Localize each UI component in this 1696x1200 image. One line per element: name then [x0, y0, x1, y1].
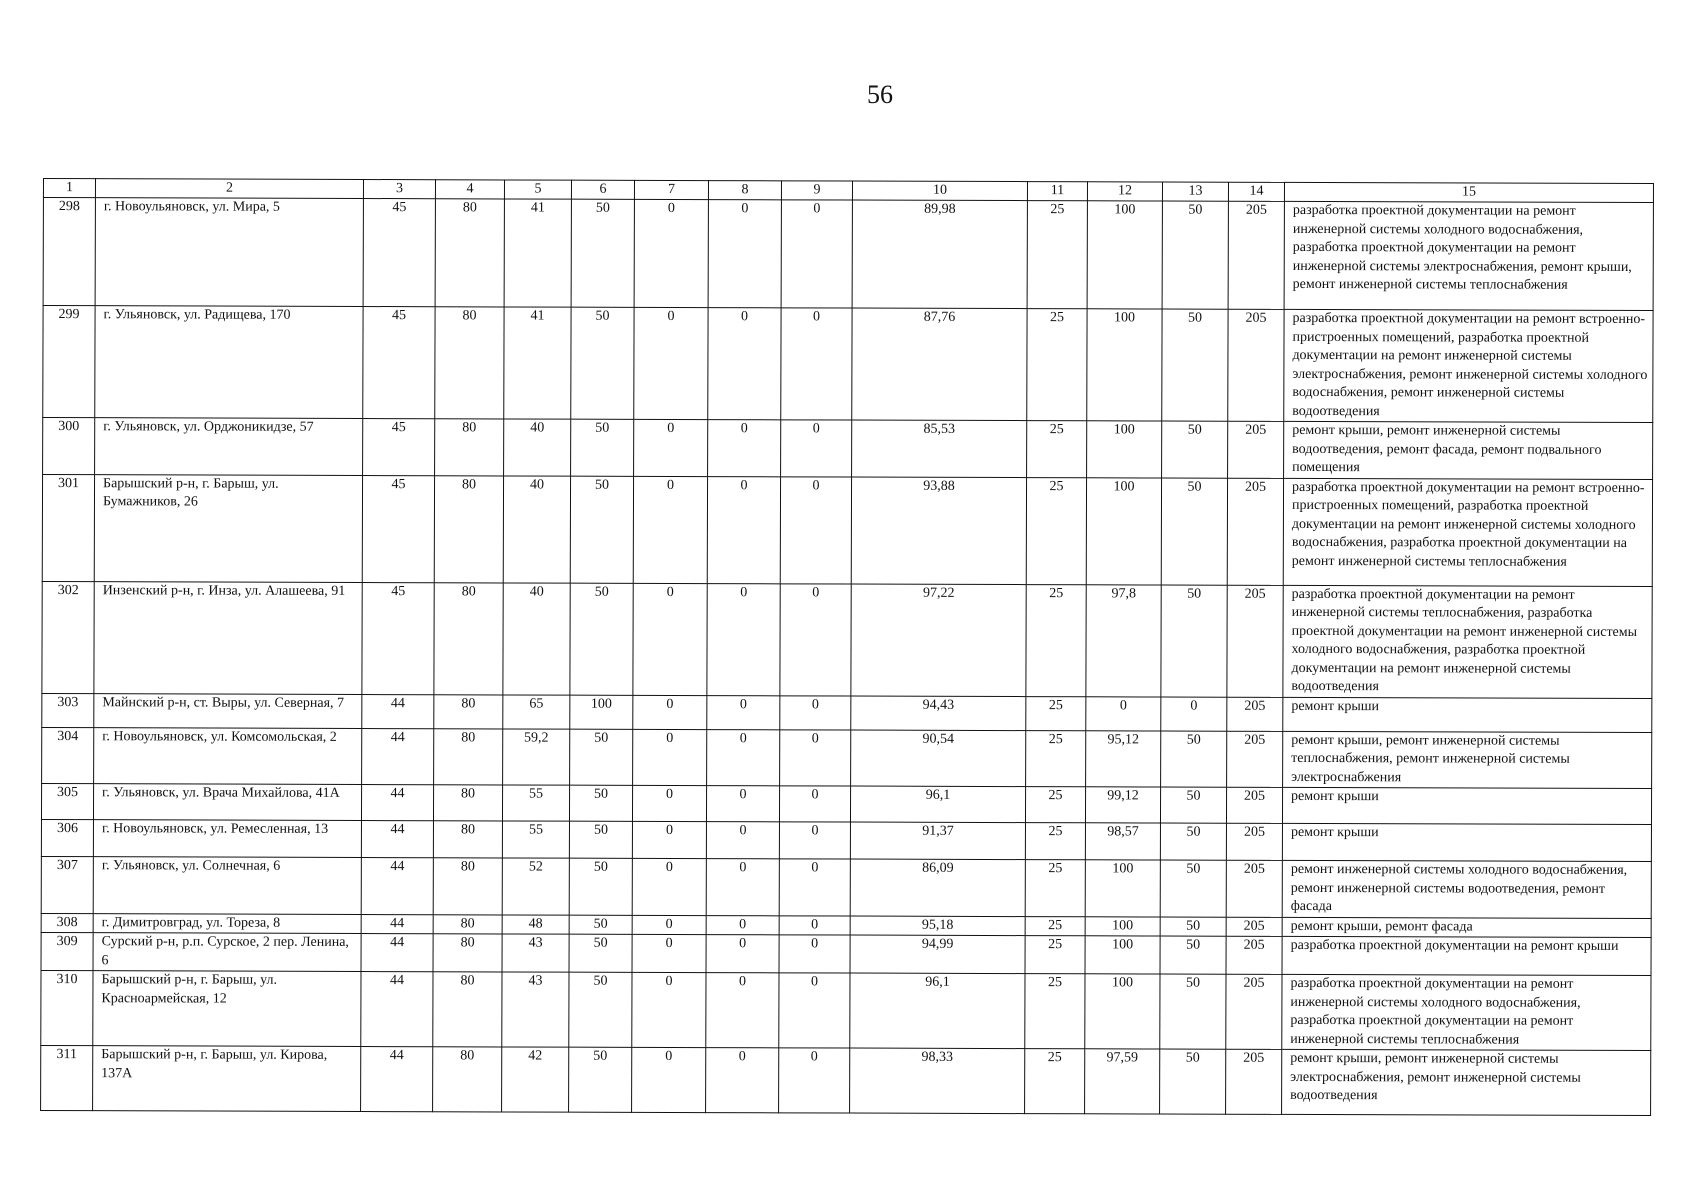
cell-col-8: 0	[706, 859, 779, 916]
cell-col-10: 90,54	[851, 730, 1026, 787]
cell-col-14: 205	[1226, 1049, 1282, 1114]
cell-col-4: 80	[433, 785, 502, 821]
cell-col-10: 93,88	[851, 477, 1026, 585]
table-row	[43, 198, 1653, 311]
cell-col-9: 0	[781, 420, 852, 477]
cell-col-9: 0	[780, 583, 851, 695]
cell-col-5: 41	[504, 307, 571, 419]
cell-row-number: 309	[41, 932, 93, 970]
cell-row-number: 303	[42, 693, 94, 727]
cell-address: г. Димитровград, ул. Тореза, 8	[93, 913, 361, 933]
table-row	[41, 783, 1651, 824]
cell-address: Инзенский р-н, г. Инза, ул. Алашеева, 91	[94, 581, 362, 694]
table-row	[43, 418, 1653, 480]
cell-col-8: 0	[707, 729, 780, 786]
cell-col-12: 100	[1085, 974, 1160, 1049]
cell-col-12: 95,12	[1086, 730, 1161, 787]
cell-col-5: 41	[504, 199, 571, 307]
table-row	[41, 819, 1651, 861]
cell-col-4: 80	[435, 419, 504, 476]
cell-works: ремонт крыши	[1283, 697, 1652, 732]
cell-col-10: 87,76	[852, 308, 1027, 421]
cell-col-14: 205	[1226, 974, 1282, 1049]
cell-col-11: 25	[1025, 936, 1085, 974]
cell-row-number: 308	[41, 913, 93, 933]
cell-address: Сурский р-н, р.п. Сурское, 2 пер. Ленина, 6	[93, 933, 361, 972]
cell-address: г. Ульяновск, ул. Орджоникидзе, 57	[95, 418, 363, 475]
cell-col-6: 100	[570, 695, 633, 729]
cell-works: ремонт крыши	[1282, 823, 1651, 861]
column-number: 11	[1027, 182, 1087, 201]
cell-col-14: 205	[1228, 309, 1284, 421]
cell-col-9: 0	[779, 935, 850, 973]
cell-col-5: 65	[503, 694, 570, 728]
cell-row-number: 305	[41, 783, 93, 819]
cell-row-number: 300	[43, 418, 95, 475]
cell-col-9: 0	[780, 476, 851, 583]
cell-col-8: 0	[708, 308, 781, 420]
cell-col-14: 205	[1227, 478, 1283, 585]
cell-row-number: 307	[41, 856, 93, 913]
cell-address: г. Ульяновск, ул. Радищева, 170	[95, 306, 363, 419]
cell-col-10: 89,98	[852, 200, 1027, 309]
table-row	[42, 474, 1652, 586]
column-number: 8	[708, 181, 781, 200]
cell-col-13: 50	[1160, 823, 1226, 860]
cell-col-8: 0	[707, 695, 780, 729]
column-number: 5	[504, 180, 571, 199]
cell-col-4: 80	[433, 1047, 502, 1112]
cell-col-14: 205	[1227, 585, 1283, 697]
cell-col-5: 52	[502, 858, 569, 915]
cell-col-5: 40	[503, 475, 570, 582]
cell-works: ремонт крыши	[1282, 787, 1651, 824]
column-number: 12	[1087, 182, 1162, 201]
cell-col-9: 0	[779, 859, 850, 916]
cell-col-6: 50	[570, 583, 633, 695]
cell-col-3: 44	[361, 821, 433, 858]
cell-col-6: 50	[571, 419, 634, 476]
cell-col-11: 25	[1025, 787, 1085, 823]
cell-col-10: 94,43	[851, 696, 1026, 731]
cell-col-4: 80	[435, 199, 504, 307]
cell-col-13: 50	[1160, 1049, 1226, 1114]
column-number: 7	[634, 180, 708, 199]
cell-col-7: 0	[632, 934, 706, 972]
cell-col-11: 25	[1026, 696, 1086, 730]
cell-row-number: 299	[43, 306, 95, 418]
cell-col-11: 25	[1025, 860, 1085, 917]
cell-row-number: 298	[43, 198, 95, 306]
cell-col-3: 44	[361, 858, 433, 915]
cell-col-9: 0	[780, 729, 851, 786]
cell-col-13: 50	[1161, 585, 1227, 697]
cell-col-9: 0	[781, 200, 852, 308]
cell-col-5: 55	[502, 785, 569, 821]
column-number: 10	[852, 181, 1027, 201]
cell-col-4: 80	[434, 582, 503, 694]
cell-col-5: 59,2	[503, 728, 570, 785]
cell-col-5: 40	[504, 419, 571, 476]
cell-works: ремонт крыши, ремонт инженерной системы электроснабжения, ремонт инженерной системы водоотведения	[1282, 1049, 1651, 1115]
cell-col-11: 25	[1025, 1049, 1085, 1114]
cell-col-14: 205	[1226, 787, 1282, 823]
cell-col-11: 25	[1025, 916, 1085, 936]
column-number: 1	[43, 179, 95, 198]
cell-address: Барышский р-н, г. Барыш, ул. Красноармейская, 12	[93, 971, 361, 1047]
cell-col-3: 44	[362, 694, 434, 728]
cell-col-5: 48	[502, 914, 569, 934]
cell-col-12: 100	[1085, 916, 1160, 936]
cell-col-12: 99,12	[1085, 787, 1160, 823]
cell-col-14: 205	[1227, 731, 1283, 788]
cell-col-6: 50	[569, 934, 632, 972]
cell-col-3: 45	[362, 582, 434, 694]
cell-col-11: 25	[1026, 477, 1086, 584]
cell-col-8: 0	[707, 583, 780, 695]
cell-col-13: 50	[1161, 731, 1227, 788]
cell-col-12: 100	[1085, 936, 1160, 974]
cell-col-10: 97,22	[851, 584, 1026, 697]
cell-col-14: 205	[1226, 823, 1282, 860]
cell-address: Майнский р-н, ст. Выры, ул. Северная, 7	[94, 693, 362, 728]
cell-col-9: 0	[780, 695, 851, 729]
cell-col-13: 50	[1160, 974, 1226, 1049]
cell-col-3: 45	[362, 475, 434, 582]
cell-works: ремонт крыши, ремонт инженерной системы водоотведения, ремонт фасада, ремонт подвального помещения	[1284, 421, 1653, 479]
cell-works: разработка проектной документации на ремонт инженерной системы холодного водоснабжения, разработка проектной документации на ремонт инженерной системы электроснабжения, ремонт крыши, ремонт инженерной системы теплоснабжения	[1284, 201, 1653, 310]
cell-col-13: 50	[1160, 860, 1226, 917]
cell-col-6: 50	[571, 199, 634, 307]
cell-address: г. Новоульяновск, ул. Мира, 5	[95, 198, 363, 307]
cell-col-14: 205	[1226, 860, 1282, 917]
cell-col-8: 0	[706, 822, 779, 859]
cell-col-3: 44	[361, 1047, 433, 1112]
cell-col-3: 45	[363, 307, 435, 419]
cell-col-10: 94,99	[850, 935, 1025, 974]
cell-col-7: 0	[632, 972, 706, 1047]
cell-col-6: 50	[571, 307, 634, 419]
cell-col-10: 86,09	[850, 859, 1025, 916]
cell-col-13: 50	[1160, 936, 1226, 974]
cell-col-9: 0	[779, 786, 850, 822]
cell-col-8: 0	[706, 973, 779, 1048]
cell-works: ремонт крыши, ремонт инженерной системы теплоснабжения, ремонт инженерной системы электроснабжения	[1283, 731, 1652, 789]
cell-col-12: 97,59	[1085, 1049, 1160, 1114]
cell-col-13: 50	[1162, 201, 1228, 309]
cell-col-7: 0	[632, 1047, 706, 1112]
cell-col-7: 0	[632, 858, 706, 915]
cell-col-11: 25	[1025, 823, 1085, 860]
page-number: 56	[867, 80, 893, 109]
cell-works: разработка проектной документации на ремонт крыши	[1282, 936, 1651, 975]
cell-col-3: 44	[361, 934, 433, 972]
cell-col-5: 42	[502, 1047, 569, 1112]
cell-col-3: 44	[361, 972, 433, 1047]
cell-col-13: 50	[1162, 421, 1228, 478]
cell-col-11: 25	[1025, 974, 1085, 1049]
cell-address: Барышский р-н, г. Барыш, ул. Кирова, 137А	[93, 1046, 361, 1112]
cell-col-3: 45	[363, 199, 435, 307]
cell-col-10: 96,1	[850, 786, 1025, 823]
cell-col-12: 100	[1087, 309, 1162, 421]
table-row	[43, 306, 1653, 423]
column-number: 2	[95, 179, 363, 199]
column-number: 15	[1284, 182, 1653, 202]
column-number: 4	[435, 180, 504, 199]
cell-col-6: 50	[569, 972, 632, 1047]
cell-col-11: 25	[1027, 201, 1087, 309]
cell-col-13: 0	[1161, 697, 1227, 731]
cell-col-12: 97,8	[1086, 584, 1161, 696]
cell-row-number: 304	[42, 727, 94, 784]
cell-col-6: 50	[569, 785, 632, 821]
table-row	[42, 727, 1652, 789]
cell-col-6: 50	[569, 915, 632, 935]
cell-col-5: 40	[503, 582, 570, 694]
cell-col-7: 0	[632, 821, 706, 858]
cell-col-6: 50	[570, 476, 633, 583]
cell-col-10: 85,53	[852, 420, 1027, 477]
cell-address: г. Ульяновск, ул. Солнечная, 6	[93, 857, 361, 914]
cell-col-14: 205	[1226, 936, 1282, 974]
cell-col-6: 50	[569, 1047, 632, 1112]
cell-row-number: 301	[42, 474, 94, 581]
cell-col-3: 45	[363, 419, 435, 476]
cell-col-12: 98,57	[1085, 823, 1160, 860]
cell-col-4: 80	[434, 728, 503, 785]
cell-col-12: 100	[1086, 477, 1161, 584]
cell-works: ремонт крыши, ремонт фасада	[1282, 917, 1651, 938]
column-number: 3	[363, 180, 435, 199]
cell-col-13: 50	[1161, 478, 1227, 585]
cell-row-number: 310	[41, 970, 93, 1045]
cell-col-7: 0	[633, 729, 707, 786]
cell-col-7: 0	[634, 419, 708, 476]
cell-address: г. Новоульяновск, ул. Ремесленная, 13	[93, 820, 361, 858]
cell-col-13: 50	[1160, 787, 1226, 823]
cell-col-13: 50	[1162, 309, 1228, 421]
cell-row-number: 302	[42, 581, 94, 693]
cell-col-11: 25	[1026, 584, 1086, 696]
cell-col-8: 0	[708, 420, 781, 477]
cell-row-number: 306	[41, 819, 93, 856]
table-row	[42, 693, 1652, 732]
cell-col-4: 80	[434, 694, 503, 728]
table-row	[42, 581, 1652, 698]
cell-col-8: 0	[708, 200, 781, 308]
cell-col-5: 43	[502, 972, 569, 1047]
cell-address: Барышский р-н, г. Барыш, ул. Бумажников, 26	[94, 474, 362, 582]
column-number: 14	[1228, 182, 1284, 201]
cell-col-5: 55	[502, 821, 569, 858]
cell-col-5: 43	[502, 934, 569, 972]
cell-col-9: 0	[779, 973, 850, 1048]
cell-col-8: 0	[706, 1048, 779, 1113]
cell-col-14: 205	[1227, 697, 1283, 731]
cell-col-4: 80	[433, 934, 502, 972]
cell-col-14: 205	[1228, 201, 1284, 309]
cell-col-7: 0	[634, 199, 708, 307]
cell-col-4: 80	[434, 475, 503, 582]
repair-priority-table	[40, 178, 1654, 1116]
cell-col-11: 25	[1027, 309, 1087, 421]
cell-col-12: 100	[1087, 421, 1162, 478]
cell-col-7: 0	[634, 307, 708, 419]
cell-col-7: 0	[633, 583, 707, 695]
cell-col-4: 80	[435, 307, 504, 419]
cell-col-9: 0	[779, 915, 850, 935]
cell-works: разработка проектной документации на ремонт встроенно-пристроенных помещений, разработка проектной документации на ремонт инженерной системы электроснабжения, ремонт инженерной системы холодного водоснабжения, ремонт инженерной системы водоотведения	[1284, 309, 1653, 422]
column-number: 9	[781, 181, 852, 200]
cell-col-13: 50	[1160, 917, 1226, 937]
cell-col-4: 80	[433, 972, 502, 1047]
cell-col-11: 25	[1026, 730, 1086, 787]
cell-col-3: 44	[362, 728, 434, 785]
cell-col-8: 0	[706, 935, 779, 973]
cell-works: разработка проектной документации на ремонт инженерной системы холодного водоснабжения, разработка проектной документации на ремонт инженерной системы теплоснабжения	[1282, 974, 1651, 1050]
cell-col-9: 0	[779, 1048, 850, 1113]
cell-col-4: 80	[433, 858, 502, 915]
cell-works: разработка проектной документации на ремонт инженерной системы теплоснабжения, разработка проектной документации на ремонт инженерной системы холодного водоснабжения, разработка проектной документации на ремонт инженерной системы водоотведения	[1283, 585, 1652, 698]
table-row	[41, 856, 1651, 918]
cell-col-3: 44	[361, 914, 433, 934]
cell-col-6: 50	[569, 858, 632, 915]
table-row	[41, 970, 1651, 1050]
cell-col-8: 0	[707, 476, 780, 583]
cell-col-7: 0	[633, 476, 707, 583]
cell-col-8: 0	[706, 786, 779, 822]
column-number: 6	[571, 180, 634, 199]
cell-col-10: 91,37	[850, 822, 1025, 860]
cell-col-10: 96,1	[850, 973, 1025, 1049]
cell-col-11: 25	[1027, 421, 1087, 478]
cell-col-7: 0	[632, 785, 706, 821]
cell-col-4: 80	[433, 914, 502, 934]
cell-col-12: 0	[1086, 696, 1161, 730]
cell-col-7: 0	[633, 695, 707, 729]
cell-col-14: 205	[1228, 421, 1284, 478]
cell-col-12: 100	[1085, 860, 1160, 917]
cell-col-7: 0	[632, 915, 706, 935]
cell-col-8: 0	[706, 915, 779, 935]
table-body	[41, 179, 1654, 1116]
table-row	[41, 1045, 1651, 1115]
cell-col-9: 0	[779, 822, 850, 859]
cell-col-9: 0	[781, 308, 852, 420]
cell-works: ремонт инженерной системы холодного водоснабжения, ремонт инженерной системы водоотведения, ремонт фасада	[1282, 860, 1651, 918]
cell-col-10: 98,33	[850, 1048, 1025, 1114]
table-row	[41, 932, 1651, 975]
cell-col-12: 100	[1087, 201, 1162, 309]
cell-col-10: 95,18	[850, 916, 1025, 936]
cell-col-4: 80	[433, 821, 502, 858]
cell-row-number: 311	[41, 1045, 93, 1110]
cell-works: разработка проектной документации на ремонт встроенно-пристроенных помещений, разработка проектной документации на ремонт инженерной системы холодного водоснабжения, разработка проектной документации на ремонт инженерной системы теплоснабжения	[1283, 478, 1652, 586]
cell-col-14: 205	[1226, 917, 1282, 937]
document-sheet	[40, 178, 1653, 1116]
cell-col-3: 44	[361, 785, 433, 821]
column-number: 13	[1162, 182, 1228, 201]
cell-col-6: 50	[570, 729, 633, 786]
cell-col-6: 50	[569, 821, 632, 858]
cell-address: г. Новоульяновск, ул. Комсомольская, 2	[94, 727, 362, 784]
cell-address: г. Ульяновск, ул. Врача Михайлова, 41А	[93, 784, 361, 821]
